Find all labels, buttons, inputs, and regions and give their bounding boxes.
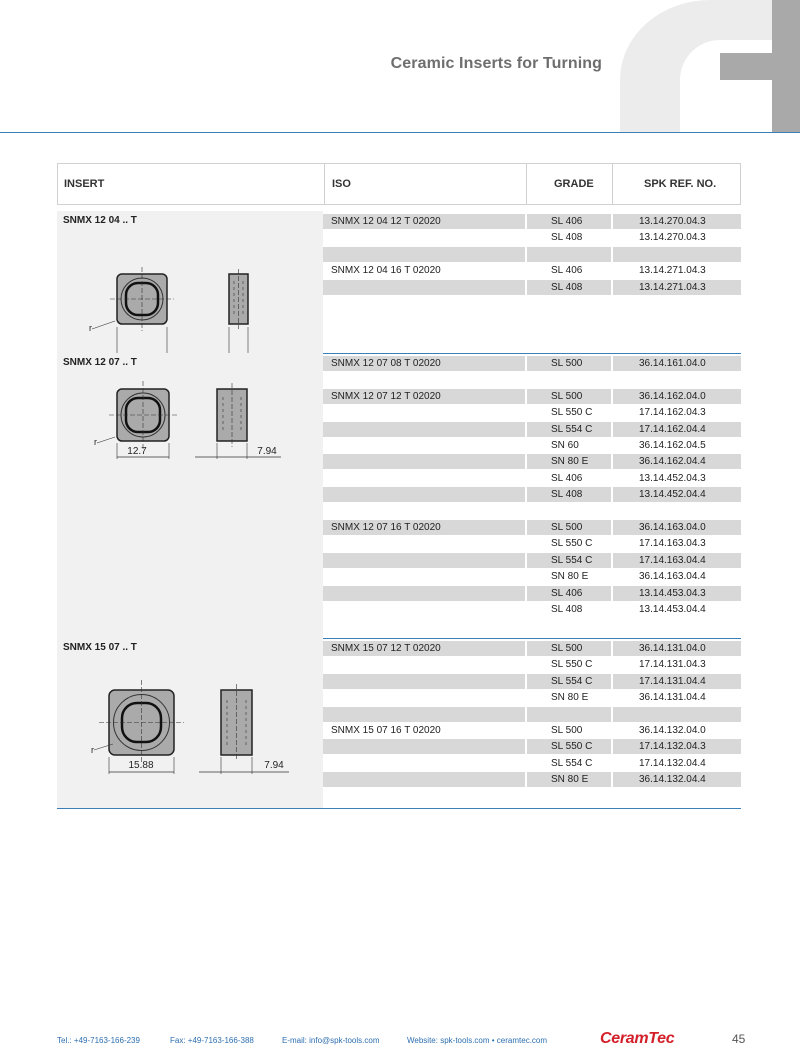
table-row xyxy=(323,422,741,437)
iso-cell: SNMX 12 04 12 T 02020 xyxy=(323,214,525,229)
iso-cell xyxy=(323,739,525,754)
insert-drawing xyxy=(57,231,323,341)
grade-cell: SL 550 C xyxy=(551,659,593,671)
grade-cell: SL 408 xyxy=(527,280,611,295)
grade-cell: SL 500 xyxy=(527,641,611,656)
ref-cell: 17.14.162.04.4 xyxy=(613,422,741,437)
iso-cell: SNMX 15 07 16 T 02020 xyxy=(331,725,441,736)
iso-cell xyxy=(323,372,525,387)
iso-cell xyxy=(323,454,525,469)
iso-cell: SNMX 12 07 08 T 02020 xyxy=(323,356,525,371)
grade-cell: SN 80 E xyxy=(527,772,611,787)
grade-cell xyxy=(527,247,611,262)
grade-cell: SL 500 xyxy=(527,389,611,404)
dimension-width: 12.7 xyxy=(127,446,147,457)
radius-label: r xyxy=(91,745,94,755)
page-number: 45 xyxy=(732,1032,746,1046)
grade-cell: SN 60 xyxy=(551,440,579,451)
grade-cell: SL 408 xyxy=(551,604,583,615)
grade-cell: SN 80 E xyxy=(551,571,589,583)
ref-cell: 36.14.131.04.4 xyxy=(639,692,706,704)
ref-cell: 17.14.162.04.3 xyxy=(639,407,706,419)
ref-cell xyxy=(613,707,741,722)
ref-cell: 36.14.162.04.4 xyxy=(613,454,741,469)
iso-cell xyxy=(323,504,525,519)
table-row xyxy=(323,372,741,387)
grade-cell: SL 554 C xyxy=(527,674,611,689)
column-divider xyxy=(612,164,613,204)
inserts-table xyxy=(57,163,741,808)
iso-cell xyxy=(323,756,525,771)
ref-cell: 36.14.132.04.4 xyxy=(613,772,741,787)
grade-cell xyxy=(527,504,611,519)
table-row xyxy=(323,772,741,787)
iso-cell xyxy=(323,471,525,486)
iso-cell xyxy=(323,536,525,551)
ref-cell: 13.14.453.04.3 xyxy=(613,586,741,601)
table-row xyxy=(323,707,741,722)
grade-cell: SL 406 xyxy=(527,214,611,229)
grade-cell: SL 500 xyxy=(527,356,611,371)
grade-cell: SN 80 E xyxy=(527,454,611,469)
insert-drawing xyxy=(57,373,323,483)
dimension-width: 15.88 xyxy=(128,760,154,771)
table-row xyxy=(323,504,741,519)
column-divider xyxy=(324,164,325,204)
table-row xyxy=(323,569,741,584)
ref-cell: 17.14.132.04.4 xyxy=(639,757,706,769)
grade-cell: SL 550 C xyxy=(551,538,593,550)
iso-cell xyxy=(323,438,525,453)
ref-cell: 36.14.162.04.0 xyxy=(613,389,741,404)
iso-cell xyxy=(323,602,525,617)
insert-cell xyxy=(57,211,323,353)
grade-cell: SN 80 E xyxy=(551,692,589,704)
grade-cell xyxy=(527,707,611,722)
grade-cell: SL 406 xyxy=(527,586,611,601)
grade-cell: SL 500 xyxy=(527,520,611,535)
iso-cell: SNMX 15 07 12 T 02020 xyxy=(323,641,525,656)
ref-cell xyxy=(613,504,741,519)
table-row xyxy=(323,586,741,601)
table-row xyxy=(323,756,741,771)
table-row xyxy=(323,602,741,617)
insert-section-snmx-1507 xyxy=(57,638,741,808)
grade-cell: SL 406 xyxy=(551,472,583,484)
iso-cell xyxy=(323,690,525,705)
table-header xyxy=(57,163,741,205)
table-row xyxy=(323,389,741,404)
table-row xyxy=(323,405,741,420)
grade-cell: SL 406 xyxy=(551,265,583,277)
grade-cell: SL 408 xyxy=(527,487,611,502)
ref-cell: 36.14.163.04.4 xyxy=(639,571,706,583)
grade-cell: SL 554 C xyxy=(527,422,611,437)
insert-cell xyxy=(57,638,323,808)
table-row xyxy=(323,641,741,656)
ref-cell: 13.14.452.04.3 xyxy=(639,472,706,484)
table-row xyxy=(323,454,741,469)
iso-cell xyxy=(323,247,525,262)
table-row xyxy=(323,674,741,689)
ref-cell: 36.14.161.04.0 xyxy=(613,356,741,371)
table-row xyxy=(323,280,741,295)
footer-email[interactable]: E-mail: info@spk-tools.com xyxy=(282,1036,380,1045)
ref-cell: 17.14.131.04.4 xyxy=(613,674,741,689)
table-row xyxy=(323,263,741,278)
column-divider xyxy=(526,164,527,204)
ref-cell: 17.14.132.04.3 xyxy=(613,739,741,754)
ref-cell xyxy=(613,247,741,262)
insert-section-snmx-1207 xyxy=(57,353,741,638)
iso-cell xyxy=(323,707,525,722)
header-graphic xyxy=(600,0,800,133)
table-row xyxy=(323,520,741,535)
iso-cell xyxy=(323,280,525,295)
ref-cell: 17.14.163.04.3 xyxy=(639,538,706,550)
iso-cell xyxy=(323,772,525,787)
ref-cell xyxy=(613,372,741,387)
iso-cell xyxy=(323,569,525,584)
table-row xyxy=(323,487,741,502)
table-row xyxy=(323,739,741,754)
ref-cell: 17.14.163.04.4 xyxy=(613,553,741,568)
table-row xyxy=(323,536,741,551)
iso-cell xyxy=(323,487,525,502)
radius-label: r xyxy=(89,323,92,333)
grade-cell: SL 554 C xyxy=(527,553,611,568)
footer-website[interactable]: Website: spk-tools.com • ceramtec.com xyxy=(407,1036,548,1045)
iso-cell xyxy=(323,405,525,420)
table-row xyxy=(323,471,741,486)
insert-cell xyxy=(57,353,323,638)
table-row xyxy=(323,553,741,568)
ref-cell: 13.14.453.04.4 xyxy=(639,604,706,615)
ref-cell: 36.14.131.04.0 xyxy=(613,641,741,656)
iso-cell xyxy=(323,657,525,672)
ref-cell: 36.14.162.04.5 xyxy=(639,440,706,451)
iso-cell xyxy=(323,586,525,601)
ref-cell: 36.14.132.04.0 xyxy=(639,725,706,736)
insert-drawing xyxy=(57,658,323,788)
ref-cell: 13.14.271.04.3 xyxy=(639,265,706,277)
column-header-ref: SPK REF. NO. xyxy=(644,178,717,190)
table-row xyxy=(323,230,741,245)
radius-label: r xyxy=(94,437,97,447)
ref-cell: 17.14.131.04.3 xyxy=(639,659,706,671)
table-row xyxy=(323,356,741,371)
grade-cell: SL 554 C xyxy=(551,757,593,769)
iso-cell: SNMX 12 07 12 T 02020 xyxy=(323,389,525,404)
insert-section-snmx-1204 xyxy=(57,211,741,353)
column-header-grade: GRADE xyxy=(554,178,594,190)
footer-tel: Tel.: +49-7163-166-239 xyxy=(57,1036,140,1045)
table-row xyxy=(323,214,741,229)
iso-cell: SNMX 12 04 16 T 02020 xyxy=(331,265,441,277)
table-row xyxy=(323,247,741,262)
iso-cell xyxy=(323,230,525,245)
ref-cell: 36.14.163.04.0 xyxy=(613,520,741,535)
ref-cell: 13.14.270.04.3 xyxy=(613,214,741,229)
grade-cell: SL 408 xyxy=(551,232,583,244)
iso-cell xyxy=(323,422,525,437)
column-header-insert: INSERT xyxy=(64,178,105,190)
insert-name: SNMX 15 07 .. T xyxy=(63,642,137,653)
insert-name: SNMX 12 04 .. T xyxy=(63,215,137,226)
iso-cell: SNMX 12 07 16 T 02020 xyxy=(323,520,525,535)
page-title: Ceramic Inserts for Turning xyxy=(390,55,602,72)
grade-cell: SL 550 C xyxy=(527,739,611,754)
table-row xyxy=(323,690,741,705)
dimension-thickness: 7.94 xyxy=(264,760,284,771)
section-divider xyxy=(57,808,741,809)
table-row xyxy=(323,723,741,738)
header-divider xyxy=(0,132,800,133)
footer-fax: Fax: +49-7163-166-388 xyxy=(170,1036,254,1045)
ref-cell: 13.14.271.04.3 xyxy=(613,280,741,295)
ref-cell: 13.14.270.04.3 xyxy=(639,232,706,244)
insert-name: SNMX 12 07 .. T xyxy=(63,357,137,368)
iso-cell xyxy=(323,553,525,568)
table-row xyxy=(323,657,741,672)
dimension-thickness: 7.94 xyxy=(257,446,277,457)
grade-cell: SL 550 C xyxy=(551,407,593,419)
table-row xyxy=(323,438,741,453)
iso-cell xyxy=(323,674,525,689)
grade-cell: SL 500 xyxy=(551,725,583,736)
grade-cell xyxy=(527,372,611,387)
ref-cell: 13.14.452.04.4 xyxy=(613,487,741,502)
ceramtec-logo: CeramTec xyxy=(600,1030,675,1047)
column-header-iso: ISO xyxy=(332,178,351,190)
